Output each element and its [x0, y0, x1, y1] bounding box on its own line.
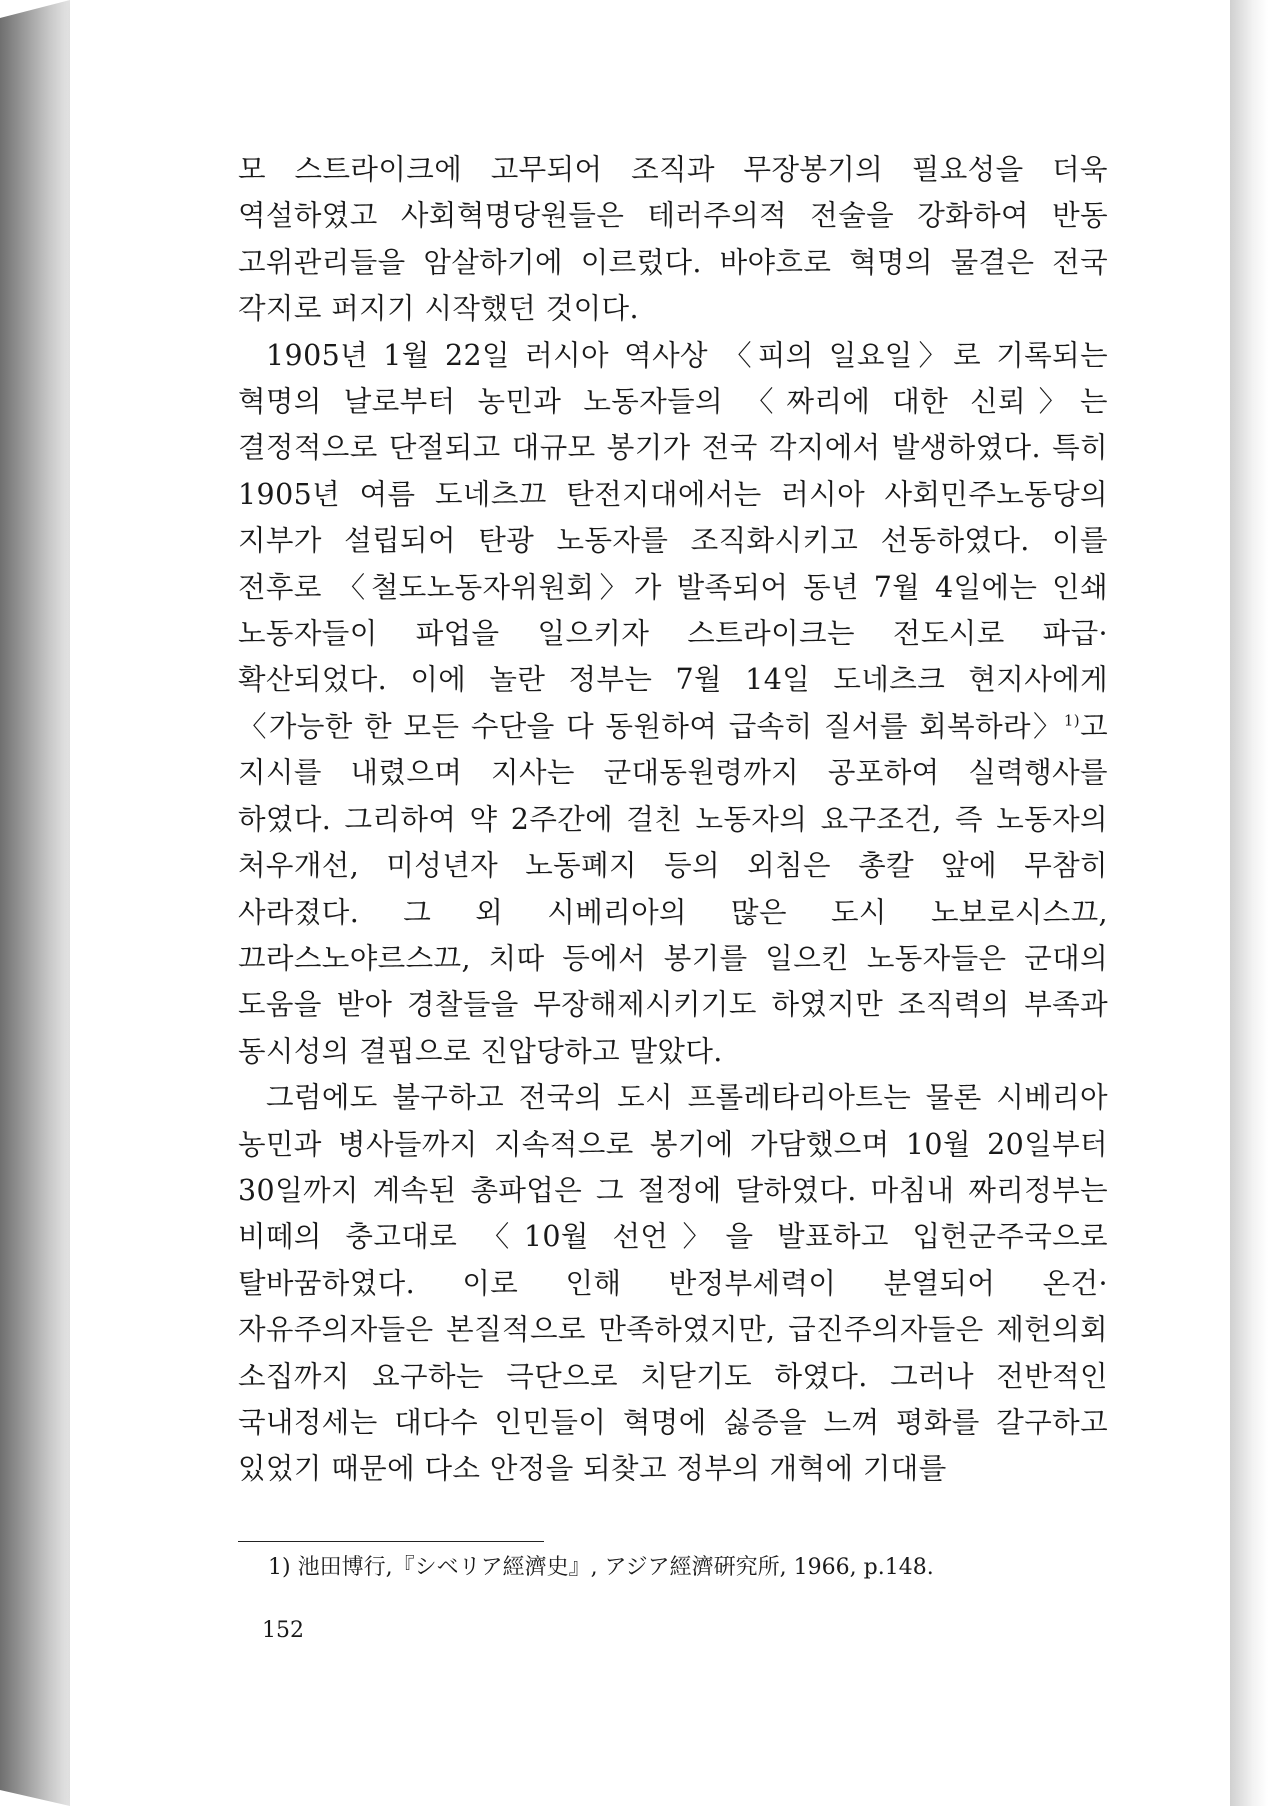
book-spine-edge: [0, 0, 70, 1806]
paragraph-1: 모 스트라이크에 고무되어 조직과 무장봉기의 필요성을 더욱 역설하였고 사회혁명당원들은 테러주의적 전술을 강화하여 반동 고위관리들을 암살하기에 이르렀다. 바야흐로 혁명의 물결은 전국 각지로 퍼지기 시작했던 것이다.: [238, 153, 1108, 326]
footnote-rule: [238, 1541, 544, 1542]
footnote: 1) 池田博行,『シベリア經濟史』, アジア經濟硏究所, 1966, p.148.: [268, 1555, 934, 1580]
page-number: 152: [262, 1618, 304, 1643]
paragraph-2-continuation: 고 지시를 내렸으며 지사는 군대동원령까지 공포하여 실력행사를 하였다. 그리하여 약 2주간에 걸친 노동자의 요구조건, 즉 노동자의 처우개선, 미성년자 노동폐지 등의 외침은 총칼 앞에 무참히 사라졌다. 그 외 시베리아의 많은 도시 노보로시스끄, 끄라스노야르스끄, 치따 등에서 봉기를 일으킨 노동자들은 군대의 도움을 받아 경찰들을 무장해제시키기도 하였지만 조직력의 부족과 동시성의 결핍으로 진압당하고 말았다.: [238, 709, 1108, 1068]
paragraph-3: 그럼에도 불구하고 전국의 도시 프롤레타리아트는 물론 시베리아 농민과 병사들까지 지속적으로 봉기에 가담했으며 10월 20일부터 30일까지 계속된 총파업은 그 절정에 달하였다. 마침내 짜리정부는 비떼의 충고대로 〈10월 선언〉을 발표하고 입헌군주국으로 탈바꿈하였다. 이로 인해 반정부세력이 분열되어 온건·자유주의자들은 본질적으로 만족하였지만, 급진주의자들은 제헌의회 소집까지 요구하는 극단으로 치닫기도 하였다. 그러나 전반적인 국내정세는 대다수 인민들이 혁명에 싫증을 느껴 평화를 갈구하고 있었기 때문에 다소 안정을 되찾고 정부의 개혁에 기대를: [238, 1081, 1108, 1486]
page-right-shadow: [1230, 0, 1268, 1806]
body-text: [238, 147, 1108, 1493]
paragraph-2-text: 1905년 1월 22일 러시아 역사상 〈피의 일요일〉로 기록되는 혁명의 날로부터 농민과 노동자들의 〈짜리에 대한 신뢰〉는 결정적으로 단절되고 대규모 봉기가 전국 각지에서 발생하였다. 특히 1905년 여름 도네츠끄 탄전지대에서는 러시아 사회민주노동당의 지부가 설립되어 탄광 노동자를 조직화시키고 선동하였다. 이를 전후로 〈철도노동자위원회〉가 발족되어 동년 7월 4일에는 인쇄 노동자들이 파업을 일으키자 스트라이크는 전도시로 파급·확산되었다. 이에 놀란 정부는 7월 14일 도네츠크 현지사에게 〈가능한 한 모든 수단을 다 동원하여 급속히 질서를 회복하라〉: [238, 338, 1108, 743]
paragraph-2: [238, 333, 1108, 1076]
footnote-reference: 1): [1063, 711, 1081, 730]
